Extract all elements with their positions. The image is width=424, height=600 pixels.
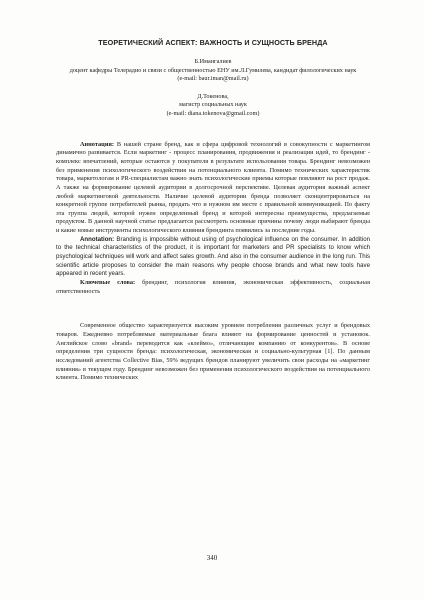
abstract-text: В нашей стране бренд, как и сфера цифровой технологий в совокупности с маркетингом динамично развивается. Если маркетинг - процесс планирования, продвижения и реализации идей, то брендинг - комплекс впечатлений, которые остаются у покупателя в результате использования товара. Брендинг невозможен без применения психологического воздействия на потенциального клиента. Помимо технических характеристик товара, маркетологам и PR-специалистам важно знать психологические приемы которые повлияют на рост продаж. А также на формирование целевой аудитории в долгосрочной перспективе. Целевая аудитория важный аспект любой маркетинговой деятельности. Наличие целевой аудитории бренда позволяет сконцентрироваться на конкретной группе потребителей рынка, продать что и нужном им месте с правильной коммуникацией. По факту эта группа людей, которой нужен определенный бренд и которой интересны преимущества, предлагаемые продуктом. В данной научной статье предлагается рассмотреть основные причины почему люди выбирают бренды и какие новые инструменты психологического влияния брендинга появились за последние годы.	[56, 140, 370, 235]
author-email: (e-mail: diana.tokenova@gmail.com)	[166, 109, 260, 117]
author-name: Б.Имангалиев	[194, 58, 232, 65]
article-title: ТЕОРЕТИЧЕСКИЙ АСПЕКТ: ВАЖНОСТЬ И СУЩНОСТЬ БРЕНДА	[98, 38, 328, 47]
author-name: Д.Токенова,	[197, 92, 229, 100]
annotation-text: Branding is impossible without using of psychological influence on the consumer. In addition to the technical characteristics of the product, it is important for marketers and PR specialists to know which psychological techniques will work and affect sales growth. And also in the consumer audience in the long run. This scientific article proposes to consider the main reasons why people choose brands and what new tools have appeared in recent years.	[56, 235, 370, 278]
abstract-english	[56, 236, 370, 279]
keywords-text: брендинг, психология влияния, экономическая эффективность, социальная ответственность	[56, 279, 370, 295]
author-block-2	[56, 93, 370, 119]
keywords-label: Ключевые слова:	[80, 279, 136, 287]
keywords	[56, 279, 370, 296]
author-block-1	[56, 58, 370, 84]
body-paragraph: Современное общество характеризуется высоким уровнем потребления различных услуг и брендовых товаров. Ежедневно потребляемые материальные блага влияют на формирование ценностей и установок. Английское слово «brand» переводится как «клеймо», отличающим компанию от конкурентов». В основе определения три сущности бренда: психологическая, экономическая и социально-культурная [1]. По данным исследований агентства Collective Bias, 59% ведущих брендов планируют увеличить свои расходы на «маркетинг влияния» в текущем году. Брендинг невозможен без применения психологического воздействия на потенциального клиента. Помимо технических	[56, 322, 370, 382]
page-number: 340	[206, 554, 218, 562]
article	[56, 38, 370, 383]
abstract-russian	[56, 141, 370, 236]
annotation-label: Annotation:	[80, 235, 115, 243]
author-position: доцент кафедры Телерадио и связи с общественностью ЕНУ им.Л.Гумилева, кандидат филологических наук	[69, 66, 357, 74]
author-position: магистр социальных наук	[179, 101, 247, 109]
author-email: (e-mail: baur.iman@mail.ru)	[177, 75, 249, 83]
abstract-label: Аннотация:	[80, 140, 114, 148]
